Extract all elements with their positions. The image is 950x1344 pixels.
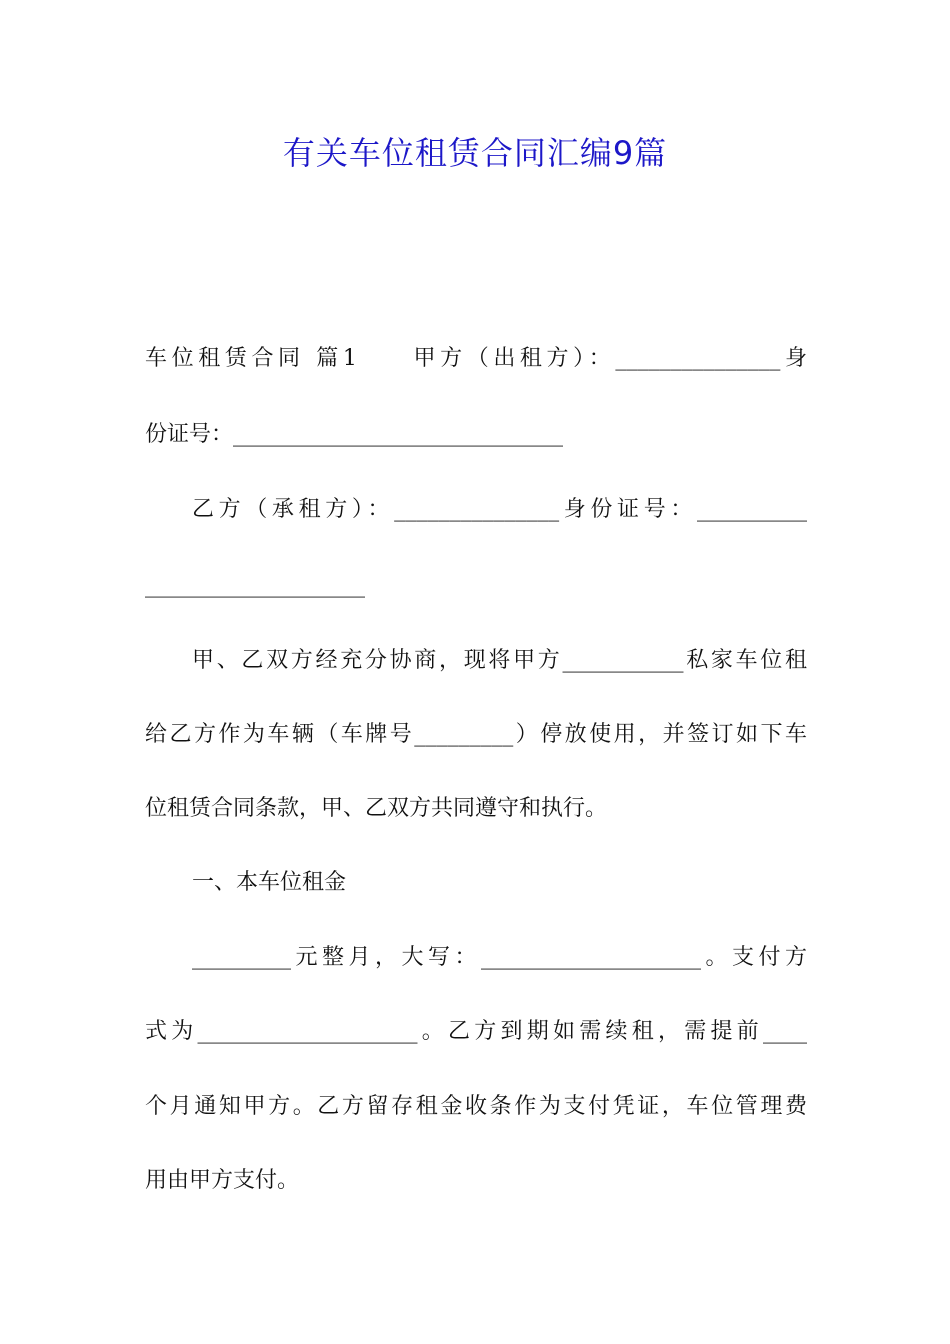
section-heading-rent: 一、本车位租金 (192, 870, 347, 895)
paragraph-line-3: 乙方（承租方）：_______________身份证号：__________ (192, 497, 807, 522)
document-title: 有关车位租赁合同汇编9篇 (282, 134, 668, 172)
paragraph-line-12: 用由甲方支付。 (145, 1168, 300, 1193)
paragraph-line-1 (145, 342, 807, 376)
party-a-label: 甲方（出租方）：_______________身 (408, 346, 807, 371)
paragraph-line-7: 位租赁合同条款，甲、乙双方共同遵守和执行。 (145, 796, 608, 821)
paragraph-line-4: ____________________ (145, 573, 365, 598)
contract-heading: 车位租赁合同 篇1 (145, 346, 357, 371)
paragraph-line-2: 份证号：______________________________ (145, 422, 564, 447)
paragraph-line-5: 甲、乙双方经充分协商，现将甲方___________私家车位租 (192, 648, 807, 673)
paragraph-line-6: 给乙方作为车辆（车牌号_________）停放使用，并签订如下车 (145, 722, 807, 747)
paragraph-line-11: 个月通知甲方。乙方留存租金收条作为支付凭证，车位管理费 (145, 1094, 807, 1119)
paragraph-line-9: _________元整月，大写：____________________。支付方 (192, 945, 807, 970)
paragraph-line-10: 式为____________________。乙方到期如需续租，需提前____ (145, 1019, 807, 1044)
